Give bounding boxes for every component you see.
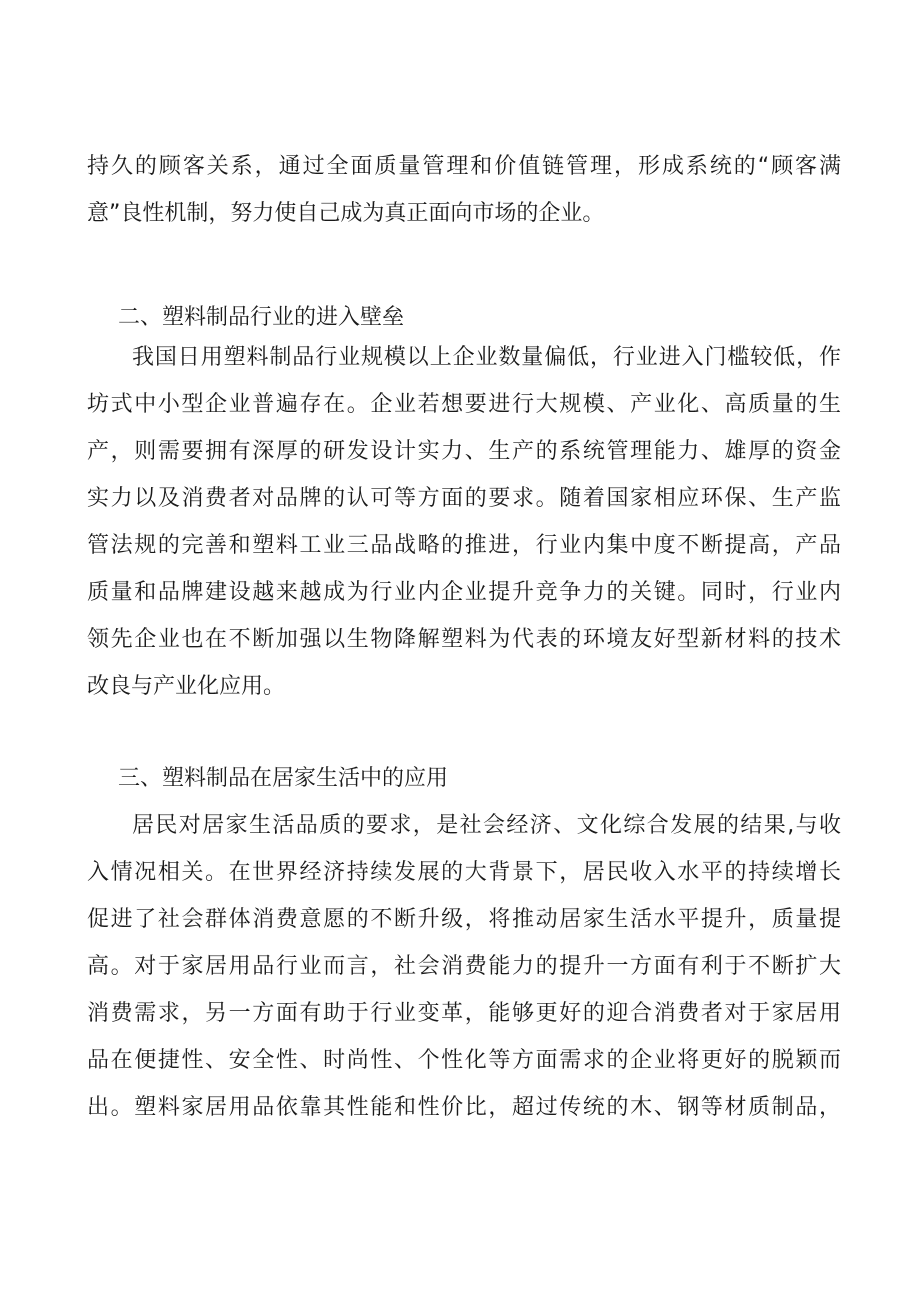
paragraph-line: 出。塑料家居用品依靠其性能和性价比，超过传统的木、钢等材质制品，	[87, 1095, 841, 1120]
paragraph-line: 实力以及消费者对品牌的认可等方面的要求。随着国家相应环保、生产监	[87, 486, 841, 511]
paragraph-line: 我国日用塑料制品行业规模以上企业数量偏低，行业进入门槛较低，作	[132, 345, 841, 370]
paragraph-line: 意”良性机制，努力使自己成为真正面向市场的企业。	[87, 201, 605, 226]
paragraph-line: 坊式中小型企业普遍存在。企业若想要进行大规模、产业化、高质量的生	[87, 392, 841, 417]
paragraph-line: 居民对居家生活品质的要求，是社会经济、文化综合发展的结果,与收	[132, 813, 841, 838]
section-heading: 三、塑料制品在居家生活中的应用	[118, 766, 449, 791]
paragraph-line: 入情况相关。在世界经济持续发展的大背景下，居民收入水平的持续增长	[87, 860, 841, 885]
paragraph-line: 持久的顾客关系，通过全面质量管理和价值链管理，形成系统的“顾客满	[87, 154, 841, 179]
paragraph-line: 品在便捷性、安全性、时尚性、个性化等方面需求的企业将更好的脱颖而	[87, 1048, 841, 1073]
paragraph-line: 改良与产业化应用。	[87, 674, 286, 699]
paragraph-line: 领先企业也在不断加强以生物降解塑料为代表的环境友好型新材料的技术	[87, 627, 841, 652]
paragraph-line: 消费需求，另一方面有助于行业变革，能够更好的迎合消费者对于家居用	[87, 1001, 841, 1026]
paragraph-line: 管法规的完善和塑料工业三品战略的推进，行业内集中度不断提高，产品	[87, 533, 841, 558]
section-heading: 二、塑料制品行业的进入壁垒	[118, 305, 405, 330]
paragraph-line: 促进了社会群体消费意愿的不断升级，将推动居家生活水平提升，质量提	[87, 907, 841, 932]
paragraph-line: 质量和品牌建设越来越成为行业内企业提升竞争力的关键。同时，行业内	[87, 580, 841, 605]
paragraph-line: 产，则需要拥有深厚的研发设计实力、生产的系统管理能力、雄厚的资金	[87, 439, 841, 464]
paragraph-line: 高。对于家居用品行业而言，社会消费能力的提升一方面有利于不断扩大	[87, 954, 841, 979]
